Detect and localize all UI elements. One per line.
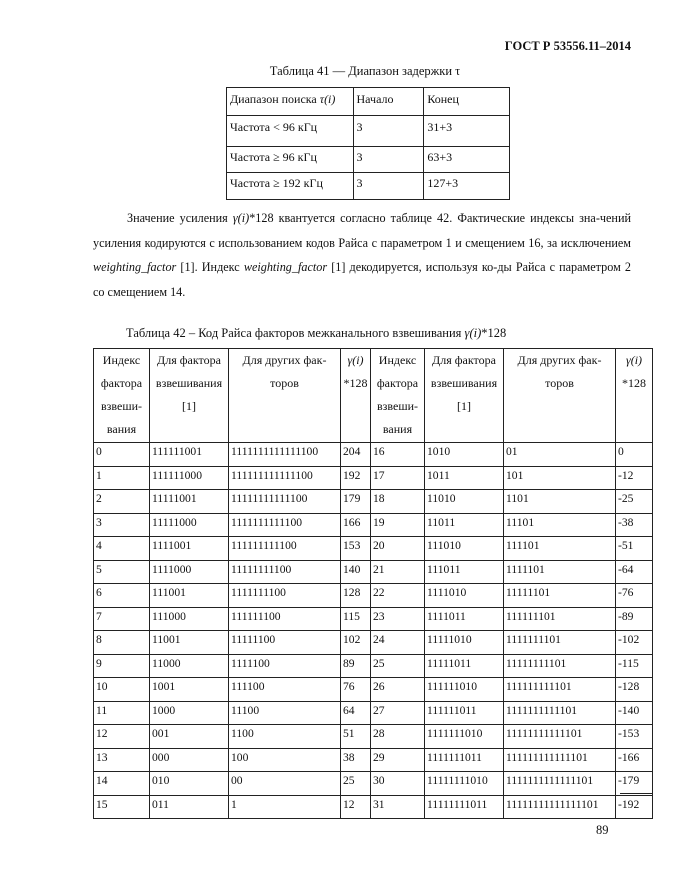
table-row: [94, 584, 653, 608]
table41-cell-start: 3: [353, 147, 424, 173]
header-index-2: Индекс фактора взвеши-вания: [371, 349, 425, 443]
cell-other-code-2: 101: [504, 466, 616, 490]
cell-index: 13: [94, 748, 150, 772]
cell-index: 1: [94, 466, 150, 490]
cell-gamma-2: -12: [616, 466, 653, 490]
cell-weighting-code-2: 11111111011: [425, 795, 504, 819]
table-row: [94, 560, 653, 584]
table41-cell-end: 31+3: [424, 116, 510, 147]
delay-range-table: [226, 87, 510, 200]
cell-weighting-code: 111000: [150, 607, 229, 631]
cell-index: 3: [94, 513, 150, 537]
cell-gamma-2: 0: [616, 443, 653, 467]
table41-cell-start: 3: [353, 116, 424, 147]
cell-weighting-code: 111111000: [150, 466, 229, 490]
cell-other-code: 1111100: [229, 654, 341, 678]
cell-other-code: 100: [229, 748, 341, 772]
cell-gamma-2: -140: [616, 701, 653, 725]
cell-weighting-code-2: 1011: [425, 466, 504, 490]
cell-other-code: 00: [229, 772, 341, 796]
cell-weighting-code-2: 11111011: [425, 654, 504, 678]
page-number: 89: [596, 823, 609, 837]
cell-index: 14: [94, 772, 150, 796]
cell-index-2: 23: [371, 607, 425, 631]
cell-weighting-code-2: 1111010: [425, 584, 504, 608]
table41-row: [227, 173, 510, 200]
cell-index: 0: [94, 443, 150, 467]
cell-weighting-code: 11111001: [150, 490, 229, 514]
cell-other-code: 11111111100: [229, 560, 341, 584]
cell-weighting-code-2: 111011: [425, 560, 504, 584]
cell-gamma: 89: [341, 654, 371, 678]
cell-index: 6: [94, 584, 150, 608]
cell-gamma-2: -38: [616, 513, 653, 537]
cell-weighting-code-2: 11011: [425, 513, 504, 537]
header-gamma: γ(i) *128: [341, 349, 371, 443]
cell-other-code-2: 01: [504, 443, 616, 467]
cell-index-2: 21: [371, 560, 425, 584]
cell-other-code-2: 111111111111101: [504, 748, 616, 772]
cell-gamma: 25: [341, 772, 371, 796]
cell-other-code-2: 11111111101: [504, 654, 616, 678]
cell-other-code: 111111111111100: [229, 466, 341, 490]
cell-index: 7: [94, 607, 150, 631]
cell-weighting-code: 111001: [150, 584, 229, 608]
cell-index-2: 16: [371, 443, 425, 467]
cell-weighting-code-2: 111111011: [425, 701, 504, 725]
cell-index: 9: [94, 654, 150, 678]
table42-header-row: [94, 349, 653, 443]
cell-index-2: 28: [371, 725, 425, 749]
cell-gamma: 38: [341, 748, 371, 772]
table-row: [94, 631, 653, 655]
table41-cell-end: 127+3: [424, 173, 510, 200]
cell-gamma: 51: [341, 725, 371, 749]
cell-other-code-2: 111101: [504, 537, 616, 561]
cell-gamma: 204: [341, 443, 371, 467]
cell-weighting-code: 011: [150, 795, 229, 819]
gain-quantization-paragraph: Значение усиления γ(i)*128 квантуется согласно таблице 42. Фактические индексы зна-чений усиления кодируются с использованием кодов Райса с параметром 1 и смещением 16, за исключением weighting_factor [1]. Индекс weighting_factor [1] декодируется, используя ко-ды Райса с параметром 2 со смещением 14.: [93, 211, 632, 299]
cell-index-2: 20: [371, 537, 425, 561]
table-row: [94, 772, 653, 796]
header-weighting-factor-2: Для фактора взвешивания [1]: [425, 349, 504, 443]
table-row: [94, 607, 653, 631]
cell-gamma: 12: [341, 795, 371, 819]
cell-weighting-code-2: 11111111010: [425, 772, 504, 796]
cell-other-code: 111111100: [229, 607, 341, 631]
cell-index: 11: [94, 701, 150, 725]
cell-gamma-2: -179: [616, 772, 653, 796]
cell-other-code: 1111111111111100: [229, 443, 341, 467]
table41-caption: Таблица 41 — Диапазон задержки τ: [269, 64, 461, 78]
cell-other-code-2: 11111111111101: [504, 725, 616, 749]
cell-gamma: 153: [341, 537, 371, 561]
cell-index: 12: [94, 725, 150, 749]
cell-other-code: 111111111100: [229, 537, 341, 561]
cell-gamma-2: -51: [616, 537, 653, 561]
cell-index: 5: [94, 560, 150, 584]
cell-gamma-2: -166: [616, 748, 653, 772]
cell-index-2: 27: [371, 701, 425, 725]
cell-weighting-code-2: 11111010: [425, 631, 504, 655]
cell-index: 4: [94, 537, 150, 561]
cell-gamma: 192: [341, 466, 371, 490]
cell-gamma-2: -102: [616, 631, 653, 655]
cell-gamma: 179: [341, 490, 371, 514]
cell-weighting-code: 000: [150, 748, 229, 772]
cell-other-code-2: 11111101: [504, 584, 616, 608]
table-edge-line: [620, 793, 652, 794]
cell-weighting-code-2: 1111011: [425, 607, 504, 631]
cell-index: 8: [94, 631, 150, 655]
cell-weighting-code: 1111000: [150, 560, 229, 584]
cell-gamma-2: -153: [616, 725, 653, 749]
header-index: Индекс фактора взвеши-вания: [94, 349, 150, 443]
header-other-factors-2: Для других фак-торов: [504, 349, 616, 443]
cell-index-2: 24: [371, 631, 425, 655]
cell-weighting-code: 1001: [150, 678, 229, 702]
cell-weighting-code: 11000: [150, 654, 229, 678]
cell-weighting-code-2: 1111111010: [425, 725, 504, 749]
table41-cell-end: 63+3: [424, 147, 510, 173]
cell-index-2: 25: [371, 654, 425, 678]
cell-other-code-2: 1111111101: [504, 631, 616, 655]
cell-other-code-2: 11101: [504, 513, 616, 537]
cell-other-code-2: 1111111111111101: [504, 772, 616, 796]
cell-gamma: 128: [341, 584, 371, 608]
cell-gamma-2: -128: [616, 678, 653, 702]
header-gamma-2: γ(i) *128: [616, 349, 653, 443]
cell-other-code-2: 111111101: [504, 607, 616, 631]
cell-gamma: 140: [341, 560, 371, 584]
cell-other-code: 111100: [229, 678, 341, 702]
cell-index: 15: [94, 795, 150, 819]
table-row: [94, 466, 653, 490]
cell-other-code: 1: [229, 795, 341, 819]
cell-other-code-2: 1111111111101: [504, 701, 616, 725]
cell-weighting-code-2: 1111111011: [425, 748, 504, 772]
cell-other-code: 1111111100: [229, 584, 341, 608]
cell-other-code: 11111100: [229, 631, 341, 655]
cell-weighting-code: 111111001: [150, 443, 229, 467]
cell-other-code: 11100: [229, 701, 341, 725]
table41-cell-start: 3: [353, 173, 424, 200]
table41-header-row: [227, 88, 510, 116]
cell-index-2: 26: [371, 678, 425, 702]
cell-index-2: 22: [371, 584, 425, 608]
cell-weighting-code-2: 111010: [425, 537, 504, 561]
cell-gamma: 166: [341, 513, 371, 537]
table-row: [94, 701, 653, 725]
cell-weighting-code-2: 1010: [425, 443, 504, 467]
cell-index-2: 17: [371, 466, 425, 490]
table-row: [94, 748, 653, 772]
cell-gamma-2: -25: [616, 490, 653, 514]
cell-gamma-2: -64: [616, 560, 653, 584]
cell-gamma-2: -192: [616, 795, 653, 819]
cell-gamma: 102: [341, 631, 371, 655]
header-start: Начало: [353, 88, 424, 116]
table42-caption: Таблица 42 – Код Райса факторов межканального взвешивания γ(i)*128: [126, 326, 507, 340]
table-row: [94, 513, 653, 537]
table-row: [94, 443, 653, 467]
table41-row: [227, 147, 510, 173]
table41-cell-label: Частота ≥ 96 кГц: [227, 147, 354, 173]
cell-index-2: 31: [371, 795, 425, 819]
table-row: [94, 537, 653, 561]
cell-weighting-code-2: 11010: [425, 490, 504, 514]
cell-other-code-2: 11111111111111101: [504, 795, 616, 819]
table-row: [94, 795, 653, 819]
table-row: [94, 725, 653, 749]
rice-code-table: [93, 348, 653, 819]
table-row: [94, 678, 653, 702]
cell-index-2: 29: [371, 748, 425, 772]
cell-other-code: 1111111111100: [229, 513, 341, 537]
cell-weighting-code: 010: [150, 772, 229, 796]
cell-gamma-2: -115: [616, 654, 653, 678]
cell-index-2: 30: [371, 772, 425, 796]
cell-gamma: 64: [341, 701, 371, 725]
table-row: [94, 490, 653, 514]
cell-weighting-code: 1111001: [150, 537, 229, 561]
header-weighting-factor: Для фактора взвешивания [1]: [150, 349, 229, 443]
table41-cell-label: Частота < 96 кГц: [227, 116, 354, 147]
cell-weighting-code: 11111000: [150, 513, 229, 537]
cell-weighting-code: 1000: [150, 701, 229, 725]
cell-index-2: 19: [371, 513, 425, 537]
cell-index: 10: [94, 678, 150, 702]
cell-other-code: 11111111111100: [229, 490, 341, 514]
cell-index-2: 18: [371, 490, 425, 514]
header-other-factors: Для других фак-торов: [229, 349, 341, 443]
cell-gamma: 76: [341, 678, 371, 702]
standard-header: ГОСТ Р 53556.11–2014: [504, 39, 631, 53]
cell-other-code: 1100: [229, 725, 341, 749]
cell-weighting-code: 001: [150, 725, 229, 749]
cell-other-code-2: 1111101: [504, 560, 616, 584]
cell-weighting-code-2: 111111010: [425, 678, 504, 702]
cell-weighting-code: 11001: [150, 631, 229, 655]
header-search-range: Диапазон поиска τ(i): [227, 88, 354, 116]
table41-cell-label: Частота ≥ 192 кГц: [227, 173, 354, 200]
cell-gamma-2: -89: [616, 607, 653, 631]
cell-other-code-2: 1101: [504, 490, 616, 514]
table41-row: [227, 116, 510, 147]
cell-index: 2: [94, 490, 150, 514]
header-end: Конец: [424, 88, 510, 116]
table-row: [94, 654, 653, 678]
cell-other-code-2: 111111111101: [504, 678, 616, 702]
cell-gamma-2: -76: [616, 584, 653, 608]
cell-gamma: 115: [341, 607, 371, 631]
